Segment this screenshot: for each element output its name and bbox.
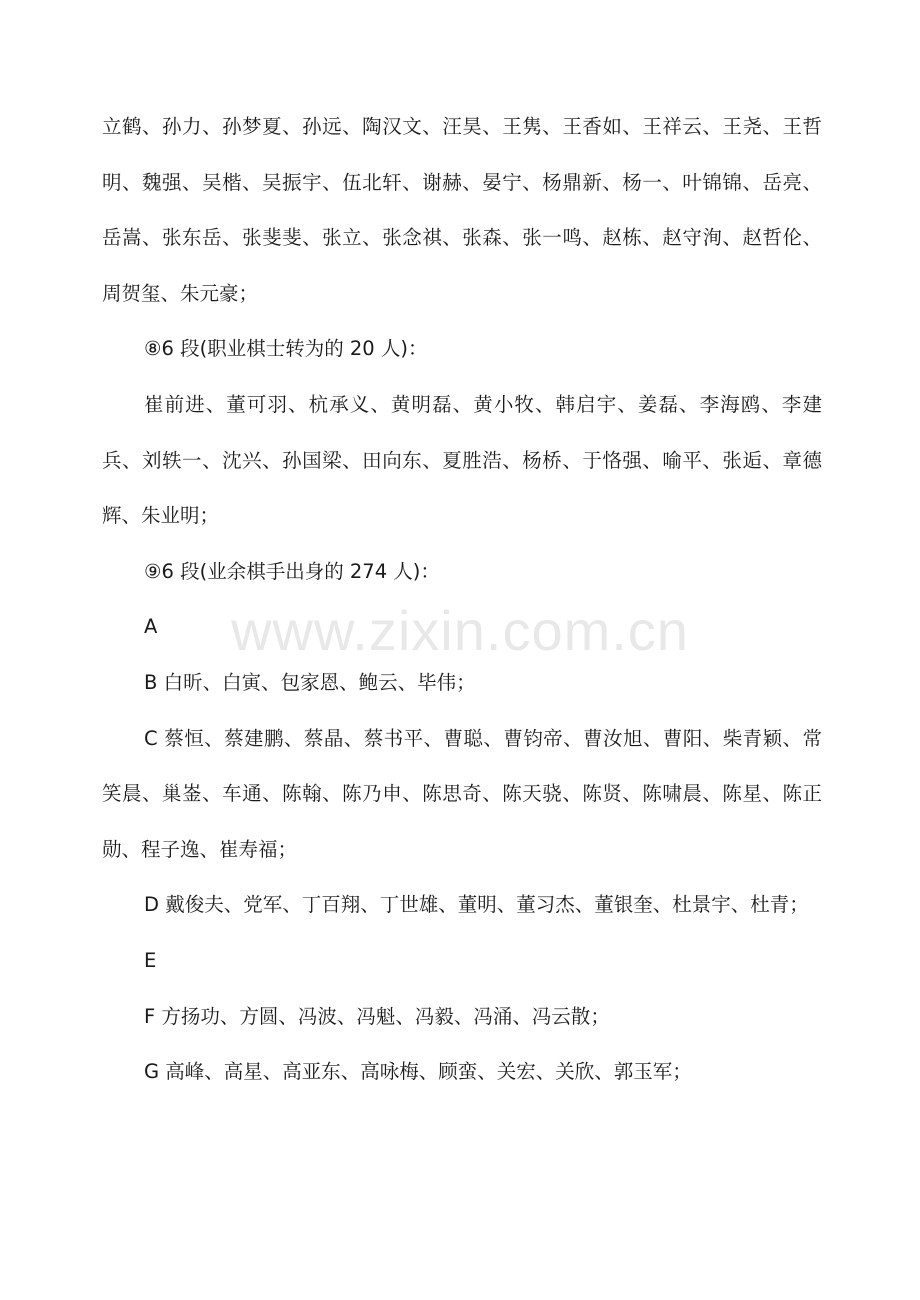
watermark: www.zixin.com.cn	[231, 599, 689, 662]
letter-f-entry: F 方扬功、方圆、冯波、冯魁、冯毅、冯涌、冯云散；	[144, 1004, 610, 1028]
document-body	[102, 99, 822, 1100]
letter-g-entry: G 高峰、高星、高亚东、高咏梅、顾蛮、关宏、关欣、郭玉军；	[144, 1060, 692, 1084]
paragraph-professional-names: 崔前进、董可羽、杭承义、黄明磊、黄小牧、韩启宇、姜磊、李海鸥、李建兵、刘轶一、沈兴、孙国梁、田向东、夏胜浩、杨桥、于恪强、喻平、张逅、章德辉、朱业明；	[102, 392, 822, 528]
letter-d-entry: D 戴俊夫、党军、丁百翔、丁世雄、董明、董习杰、董银奎、杜景宇、杜青；	[144, 893, 809, 917]
heading-6dan-professional: ⑧6 段(职业棋士转为的 20 人)：	[144, 337, 428, 361]
heading-6dan-amateur: ⑨6 段(业余棋手出身的 274 人)：	[144, 559, 440, 583]
letter-a-entry: A	[144, 615, 158, 639]
paragraph-names-continued: 立鹤、孙力、孙梦夏、孙远、陶汉文、汪昊、王隽、王香如、王祥云、王尧、王哲明、魏强、吴楷、吴振宇、伍北轩、谢赫、晏宁、杨鼎新、杨一、叶锦锦、岳亮、岳嵩、张东岳、张斐斐、张立、张念祺、张森、张一鸣、赵栋、赵守洵、赵哲伦、周贺玺、朱元豪；	[102, 115, 822, 305]
letter-c-entry: C 蔡恒、蔡建鹏、蔡晶、蔡书平、曹聪、曹钧帝、曹汝旭、曹阳、柴青颖、常笑晨、巢崟、车通、陈翰、陈乃申、陈思奇、陈天骁、陈贤、陈啸晨、陈星、陈正勋、程子逸、崔寿福；	[102, 726, 822, 861]
letter-b-entry: B 白昕、白寅、包家恩、鲍云、毕伟；	[144, 670, 476, 694]
letter-e-entry: E	[144, 948, 157, 972]
